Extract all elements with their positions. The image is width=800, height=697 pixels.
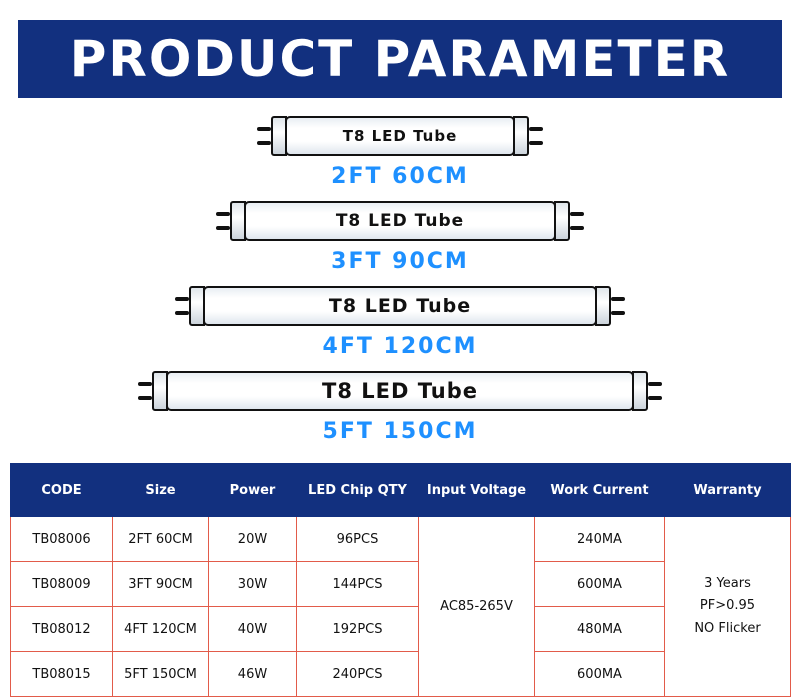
cell-code: TB08006 [11,517,113,562]
cell-size: 2FT 60CM [113,517,209,562]
tube-block-2 [0,195,800,280]
tube-graphic-2 [244,201,556,241]
table-header-row [11,464,791,517]
tube-label-4: T8 LED Tube [322,379,478,403]
tube-endcap-left-icon [271,116,287,156]
tube-row-2 [0,195,800,247]
cell-warranty [665,517,791,697]
tube-endcap-left-icon [152,371,168,411]
tube-illustrations [0,110,800,450]
spec-table [10,463,791,697]
table-header-work-current: Work Current [535,464,665,517]
table-header-power: Power [209,464,297,517]
cell-size: 3FT 90CM [113,562,209,607]
tube-pins-left-icon [175,293,189,319]
warranty-line-1: 3 Years [704,576,751,592]
tube-endcap-right-icon [554,201,570,241]
cell-work-current: 600MA [535,562,665,607]
cell-size: 5FT 150CM [113,652,209,697]
tube-endcap-right-icon [632,371,648,411]
tube-size-label-1: 2FT 60CM [331,164,469,189]
spec-table-container [10,463,790,697]
cell-power: 46W [209,652,297,697]
tube-block-1 [0,110,800,195]
tube-pins-right-icon [529,123,543,149]
table-header-chip-qty: LED Chip QTY [297,464,419,517]
tube-graphic-4 [166,371,634,411]
tube-graphic-3 [203,286,597,326]
tube-endcap-right-icon [513,116,529,156]
warranty-line-3: NO Flicker [694,620,761,636]
tube-label-3: T8 LED Tube [328,295,472,317]
cell-work-current: 240MA [535,517,665,562]
cell-input-voltage: AC85-265V [419,517,535,697]
header-banner [18,20,782,98]
cell-work-current: 600MA [535,652,665,697]
tube-size-label-2: 3FT 90CM [331,249,469,274]
tube-endcap-left-icon [189,286,205,326]
tube-size-label-4: 5FT 150CM [322,419,478,444]
tube-block-3 [0,280,800,365]
tube-block-4 [0,365,800,450]
table-row [11,517,791,562]
cell-power: 30W [209,562,297,607]
cell-code: TB08009 [11,562,113,607]
cell-chip-qty: 240PCS [297,652,419,697]
cell-code: TB08015 [11,652,113,697]
tube-pins-right-icon [570,208,584,234]
tube-label-2: T8 LED Tube [335,211,465,231]
cell-power: 20W [209,517,297,562]
page-title: PRODUCT PARAMETER [69,30,731,88]
cell-power: 40W [209,607,297,652]
table-header-warranty: Warranty [665,464,791,517]
table-header-input-voltage: Input Voltage [419,464,535,517]
tube-pins-left-icon [257,123,271,149]
cell-chip-qty: 96PCS [297,517,419,562]
warranty-line-2: PF>0.95 [699,598,756,614]
tube-label-1: T8 LED Tube [342,127,458,145]
table-header-code: CODE [11,464,113,517]
tube-size-label-3: 4FT 120CM [322,334,478,359]
cell-chip-qty: 192PCS [297,607,419,652]
tube-pins-right-icon [611,293,625,319]
tube-row-4 [0,365,800,417]
tube-graphic-1 [285,116,515,156]
cell-work-current: 480MA [535,607,665,652]
cell-size: 4FT 120CM [113,607,209,652]
tube-row-3 [0,280,800,332]
tube-pins-left-icon [216,208,230,234]
cell-code: TB08012 [11,607,113,652]
tube-endcap-left-icon [230,201,246,241]
tube-row-1 [0,110,800,162]
tube-endcap-right-icon [595,286,611,326]
table-header-size: Size [113,464,209,517]
tube-pins-right-icon [648,378,662,404]
cell-chip-qty: 144PCS [297,562,419,607]
tube-pins-left-icon [138,378,152,404]
